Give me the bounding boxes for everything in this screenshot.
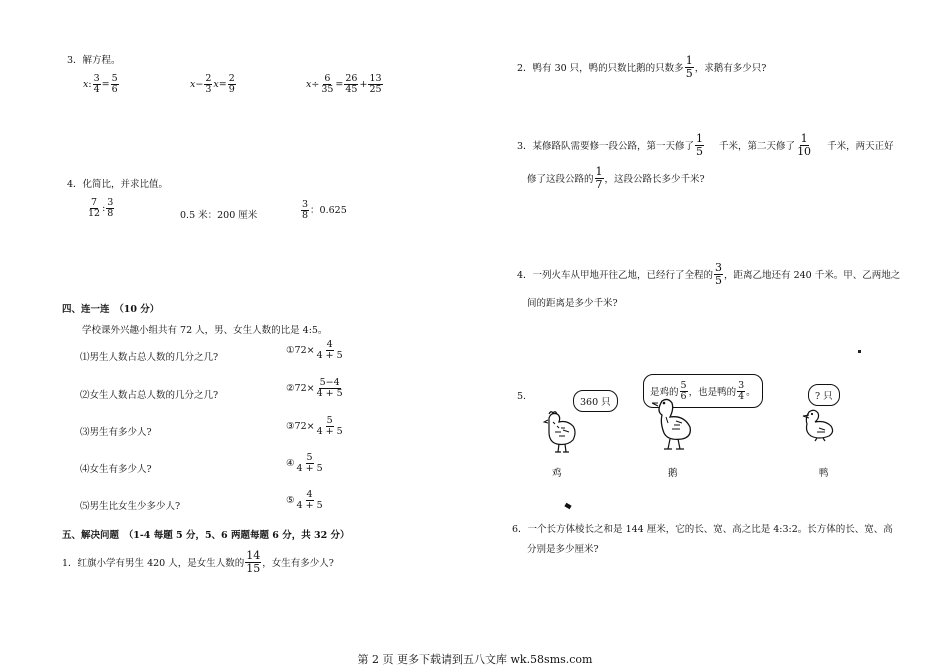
section-4-intro: 学校课外兴趣小组共有 72 人，男、女生人数的比是 4:5。 [82, 325, 328, 336]
match-question: ⑵女生人数占总人数的几分之几? [80, 390, 219, 401]
problem-5-label: 5. [517, 391, 527, 402]
page-footer: 第 2 页 更多下载请到五八文库 wk.58sms.com [357, 653, 593, 666]
match-answer: ④ $\frac{5}{4 + 5}$ [286, 452, 323, 474]
match-answer: ③72× $\frac{5}{4 + 5}$ [286, 415, 343, 437]
section-4-heading: 四、连一连 （10 分） [62, 304, 160, 315]
duck-illustration [801, 408, 837, 442]
problem-3-line-2: 修了这段公路的 $\frac{1}{7}$ ，这段公路长多少千米? [527, 165, 705, 191]
fraction: $\frac{13}{25}$ [369, 73, 382, 95]
q3-title: 3．解方程。 [67, 55, 121, 66]
goose-illustration [652, 397, 694, 453]
chicken-illustration [543, 408, 579, 454]
ratio-item-3: $\frac{3}{8}$ ：0.625 [302, 199, 347, 221]
ratio-item-1: $\frac{7}{12}$ : $\frac{3}{8}$ [88, 197, 114, 219]
match-question: ⑶男生有多少人? [80, 427, 152, 438]
stray-mark [564, 503, 571, 509]
stray-mark [858, 350, 861, 353]
animal-label-goose: 鹅 [668, 468, 678, 479]
problem-6-line-1: 6．一个长方体棱长之和是 144 厘米，它的长、宽、高之比是 4:3:2。长方体的长、宽、高 [512, 524, 893, 535]
problem-1: 1．红旗小学有男生 420 人，是女生人数的 $\frac{14}{15}$ ，女生有多少人? [62, 549, 334, 575]
equation-3: x÷ $\frac{6}{35}$ = $\frac{26}{45}$ + $\frac{13}{25}$ [306, 73, 382, 95]
problem-4-line-1: 4．一列火车从甲地开往乙地，已经行了全程的 $\frac{3}{5}$ ，距离乙地还有 240 千米。甲、乙两地之 [517, 261, 901, 287]
problem-3-line-1: 3．某修路队需要修一段公路，第一天修了 $\frac{1}{5}$ 千米，第二天修了 $\frac{1}{10}$ 千米，两天正好 [517, 132, 894, 158]
speech-bubble-goose: 是鸡的 $\frac{5}{6}$ ，也是鸭的 $\frac{3}{4}$ 。 [643, 374, 763, 408]
equation-1: x: $\frac{3}{4}$ = $\frac{5}{6}$ [83, 73, 118, 95]
fraction: $\frac{3}{4}$ [93, 73, 100, 95]
fraction: $\frac{2}{3}$ [205, 73, 212, 95]
match-question: ⑷女生有多少人? [80, 464, 152, 475]
animal-label-duck: 鸭 [819, 468, 829, 479]
problem-6-line-2: 分别是多少厘米? [527, 544, 599, 555]
match-answer: ①72× $\frac{4}{4 + 5}$ [286, 339, 343, 361]
section-5-heading: 五、解决问题 （1-4 每题 5 分，5、6 两题每题 6 分，共 32 分） [62, 530, 350, 541]
speech-bubble-duck: ? 只 [808, 384, 840, 406]
match-question: ⑴男生人数占总人数的几分之几? [80, 352, 219, 363]
match-answer: ⑤ $\frac{4}{4 + 5}$ [286, 489, 323, 511]
equation-2: x− $\frac{2}{3}$ x= $\frac{2}{9}$ [190, 73, 235, 95]
problem-2: 2．鸭有 30 只，鸭的只数比鹅的只数多 $\frac{1}{5}$ ，求鹅有多少只? [517, 54, 767, 80]
ratio-item-2: 0.5 米：200 厘米 [180, 210, 258, 221]
problem-4-line-2: 间的距离是多少千米? [527, 298, 618, 309]
speech-bubble-chicken: 360 只 [573, 390, 618, 412]
fraction: $\frac{2}{9}$ [228, 73, 235, 95]
animal-label-chicken: 鸡 [552, 468, 562, 479]
match-question: ⑸男生比女生少多少人? [80, 501, 181, 512]
q4-title: 4．化简比，并求比值。 [67, 179, 169, 190]
fraction: $\frac{6}{35}$ [321, 73, 334, 95]
fraction: $\frac{5}{6}$ [111, 73, 118, 95]
fraction: $\frac{26}{45}$ [345, 73, 358, 95]
match-answer: ②72× $\frac{5-4}{4 + 5}$ [286, 377, 343, 399]
